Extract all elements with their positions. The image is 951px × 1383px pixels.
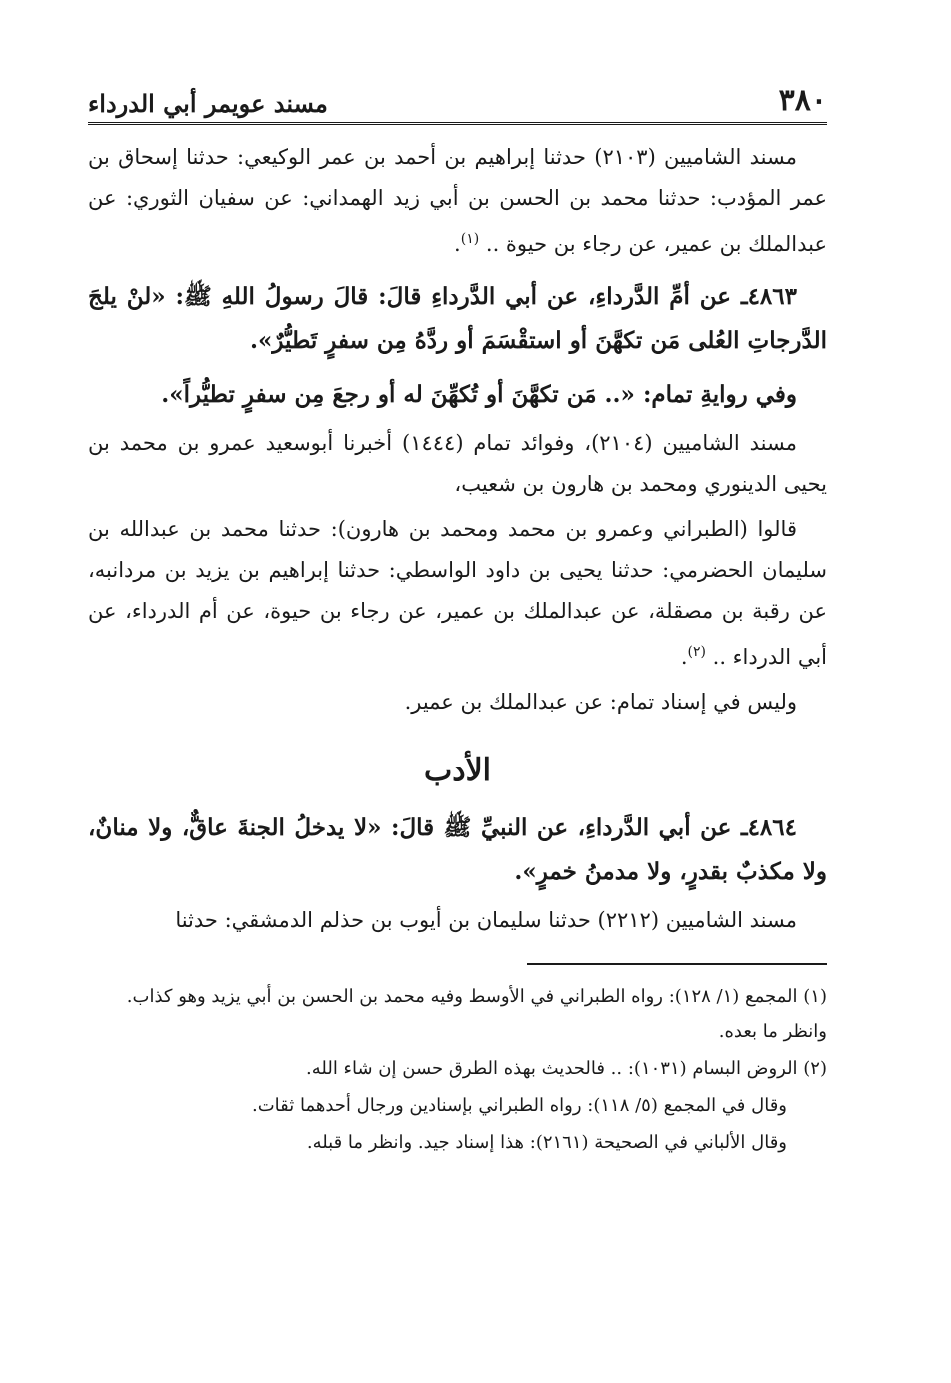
- section-title: الأدب: [423, 753, 492, 788]
- hadith-4863-variant: وفي روايةِ تمام: «.. مَن تكهَّنَ أو تُكهِّنَ له أو رجعَ مِن سفرٍ تطيُّراً».: [161, 381, 797, 408]
- footnote-2-line-2: وقال في المجمع (٥/ ١١٨): رواه الطبراني بإسنادين ورجال أحدهما ثقات.: [251, 1095, 787, 1116]
- source-paragraph-5: مسند الشاميين (٢٢١٢) حدثنا سليمان بن أيوب بن حذلم الدمشقي: حدثنا: [175, 908, 797, 932]
- source-paragraph-3: قالوا (الطبراني وعمرو بن محمد ومحمد بن هارون): حدثنا محمد بن عبدالله بن سليمان الحضرمي: حدثنا يحيى بن داود الواسطي: حدثنا إبراهيم بن يزيد بن مردانبه، عن رقبة بن مصقلة، عن عبدالملك بن عمير، عن رجاء بن حيوة، عن أم الدرداء، عن أبي الدرداء .. $^{(٢)}$.: [88, 517, 827, 669]
- footnote-ref-1: (١): [460, 231, 480, 247]
- footnote-2-line-3: وقال الألباني في الصحيحة (٢١٦١): هذا إسناد جيد. وانظر ما قبله.: [306, 1132, 787, 1153]
- hadith-4863: ٤٨٦٣ـ عن أمِّ الدَّرداءِ، عن أبي الدَّرداءِ قالَ: قالَ رسولُ اللهِ ﷺ: «لنْ يلجَ الدَّرجاتِ العُلى مَن تكهَّنَ أو استقْسَمَ أو ردَّهُ مِن سفرٍ تَطيُّرٌ».: [88, 283, 827, 354]
- footnote-ref-2: (٢): [687, 644, 706, 660]
- hadith-4864: ٤٨٦٤ـ عن أبي الدَّرداءِ، عن النبيِّ ﷺ قالَ: «لا يدخلُ الجنةَ عاقٌّ، ولا منانٌ، ولا مكذبٌ بقدرٍ، ولا مدمنُ خمرٍ».: [88, 814, 827, 885]
- source-paragraph-4: وليس في إسناد تمام: عن عبدالملك بن عمير.: [404, 690, 797, 714]
- running-title: مسند عويمر أبي الدرداء: [88, 89, 328, 118]
- page-header: [88, 78, 827, 125]
- source-text-3: قالوا (الطبراني وعمرو بن محمد ومحمد بن هارون): حدثنا محمد بن عبدالله بن سليمان الحضرمي: حدثنا يحيى بن داود الواسطي: حدثنا إبراهيم بن يزيد بن مردانبه، عن رقبة بن مصقلة، عن عبدالملك بن عمير، عن رجاء بن حيوة، عن أم الدرداء، عن أبي الدرداء ..: [88, 517, 827, 669]
- source-text-1: مسند الشاميين (٢١٠٣) حدثنا إبراهيم بن أحمد بن عمر الوكيعي: حدثنا إسحاق بن عمر المؤدب: حدثنا محمد بن الحسن بن أبي زيد الهمداني: عن سفيان الثوري: عن عبدالملك بن عمير، عن رجاء بن حيوة ..: [88, 145, 827, 256]
- footnote-divider: [527, 963, 827, 965]
- source-paragraph-1: مسند الشاميين (٢١٠٣) حدثنا إبراهيم بن أحمد بن عمر الوكيعي: حدثنا إسحاق بن عمر المؤدب: حدثنا محمد بن الحسن بن أبي زيد الهمداني: عن سفيان الثوري: عن عبدالملك بن عمير، عن رجاء بن حيوة .. $^{(١)}$.: [88, 145, 827, 256]
- page-number: ٣٨٠: [778, 83, 827, 118]
- footnote-2-line-1: (٢) الروض البسام (١٠٣١): .. فالحديث بهذه الطرق حسن إن شاء الله.: [306, 1058, 827, 1079]
- source-paragraph-2: مسند الشاميين (٢١٠٤)، وفوائد تمام (١٤٤٤) أخبرنا أبوسعيد عمرو بن محمد بن يحيى الدينوري ومحمد بن هارون بن شعيب،: [88, 431, 827, 496]
- footnote-1: (١) المجمع (١/ ١٢٨): رواه الطبراني في الأوسط وفيه محمد بن الحسن بن أبي يزيد وهو كذاب. وانظر ما بعده.: [126, 986, 827, 1042]
- footnotes: [88, 979, 827, 1160]
